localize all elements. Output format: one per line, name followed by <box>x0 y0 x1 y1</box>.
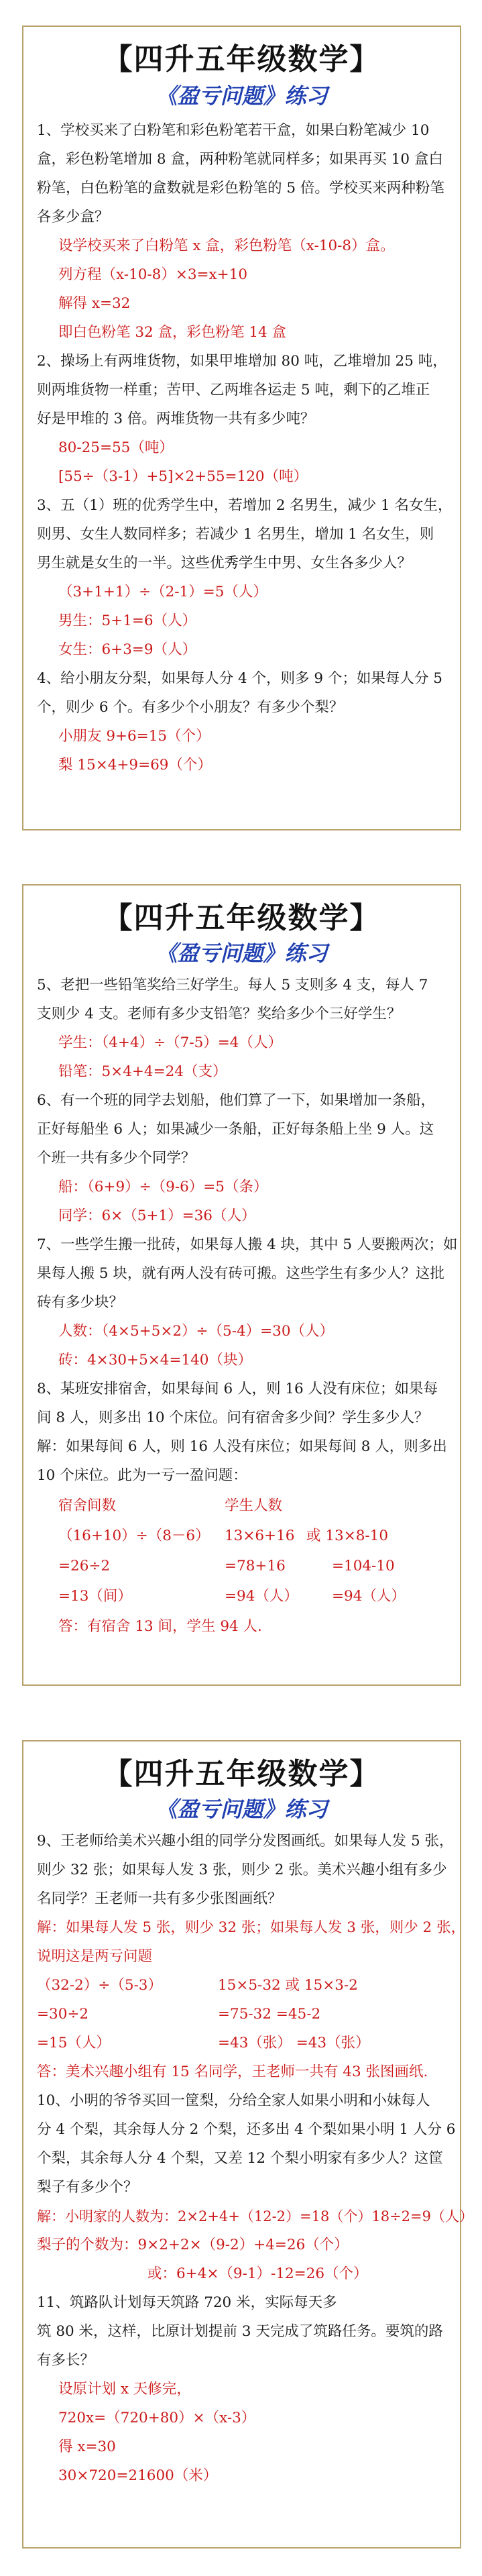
question-line: 男生就是女生的一半。这些优秀学生中男、女生各多少人？ <box>37 555 412 572</box>
question-line: 10 个床位。此为一亏一盈问题： <box>37 1467 247 1484</box>
question-line: 个，则少 6 个。有多少个小朋友？有多少个梨？ <box>37 699 344 716</box>
question-line: 果每人搬 5 块，就有两人没有砖可搬。这些学生有多少人？这批 <box>37 1265 444 1282</box>
table-cell: =15（人） <box>37 2035 111 2051</box>
table-cell: =26÷2 <box>58 1558 111 1574</box>
question-line: 4、给小朋友分梨，如果每人分 4 个，则多 9 个；如果每人分 5 <box>37 670 442 687</box>
answer-line: 学生：（4+4）÷（7-5）=4（人） <box>58 1034 282 1051</box>
answer-line: 解：小明家的人数为：2×2+4+（12-2）=18（个）18÷2=9（人） <box>37 2208 473 2224</box>
page-title: 【四升五年级数学】 <box>103 1757 381 1791</box>
answer-line: 船：（6+9）÷（9-6）=5（条） <box>58 1179 268 1195</box>
table-cell: =94（人） <box>332 1588 406 1605</box>
question-line: 分 4 个梨，其余每人分 2 个梨，还多出 4 个梨如果小明 1 人分 6 <box>37 2121 456 2138</box>
answer-line: 设原计划 x 天修完， <box>58 2381 191 2398</box>
question-line: 好是甲堆的 3 倍。两堆货物一共有多少吨？ <box>37 411 315 427</box>
page-subtitle: 《盈亏问题》练习 <box>156 1796 328 1822</box>
answer-line: 设学校买来了白粉笔 x 盒，彩色粉笔（x-10-8）盒。 <box>58 237 395 254</box>
question-line: 则少 32 张；如果每人发 3 张，则少 2 张。美术兴趣小组有多少 <box>37 1862 447 1878</box>
table-cell: 15×5-32 或 15×3-2 <box>218 1977 358 1994</box>
question-line: 有多长？ <box>37 2352 95 2369</box>
question-line: 筑 80 米，这样，比原计划提前 3 天完成了筑路任务。要筑的路 <box>37 2323 443 2340</box>
table-cell: 或 13×8-10 <box>306 1527 389 1544</box>
question-line: 7、一些学生搬一批砖，如果每人搬 4 块，其中 5 人要搬两次；如 <box>37 1236 458 1253</box>
answer-line: 列方程（x-10-8）×3=x+10 <box>58 266 248 283</box>
question-line: 5、老把一些铅笔奖给三好学生。每人 5 支则多 4 支，每人 7 <box>37 977 428 994</box>
answer-line: 女生：6+3=9（人） <box>58 641 197 658</box>
answer-line: 男生：5+1=6（人） <box>58 612 197 629</box>
answer-line: 梨 15×4+9=69（个） <box>58 757 212 773</box>
table-cell: =94（人） <box>225 1588 298 1605</box>
table-cell: =43（张） =43（张） <box>218 2035 370 2051</box>
question-line: 各多少盒？ <box>37 209 109 225</box>
question-line: 解：如果每间 6 人，则 16 人没有床位；如果每间 8 人，则多出 <box>37 1438 447 1455</box>
table-cell: =104-10 <box>332 1558 395 1574</box>
question-line: 梨子有多少个？ <box>37 2179 138 2196</box>
question-line: 盒，彩色粉笔增加 8 盒，两种粉笔就同样多；如果再买 10 盒白 <box>37 151 443 168</box>
question-line: 正好每船坐 6 人；如果减少一条船，正好每条船上坐 9 人。这 <box>37 1121 434 1138</box>
question-line: 砖有多少块？ <box>37 1294 124 1311</box>
page-title: 【四升五年级数学】 <box>103 42 381 76</box>
table-cell: =30÷2 <box>37 2006 89 2023</box>
answer-line: 小朋友 9+6=15（个） <box>58 728 210 745</box>
question-line: 则男、女生人数同样多；若减少 1 名男生，增加 1 名女生，则 <box>37 526 434 543</box>
question-line: 10、小明的爷爷买回一筐梨，分给全家人如果小明和小妹每人 <box>37 2092 430 2109</box>
answer-line: 说明这是两亏问题 <box>37 1948 153 1965</box>
worksheet-page-3 <box>22 1740 473 2548</box>
page-subtitle: 《盈亏问题》练习 <box>156 941 328 966</box>
table-cell: =13（间） <box>58 1588 132 1605</box>
page-title: 【四升五年级数学】 <box>103 901 381 935</box>
question-line: 支则少 4 支。老师有多少支铅笔？奖给多少个三好学生？ <box>37 1006 402 1022</box>
answer-line: 解：如果每人发 5 张，则少 32 张；如果每人发 3 张，则少 2 张， <box>37 1919 466 1936</box>
question-line: 粉笔，白色粉笔的盒数就是彩色粉笔的 5 倍。学校买来两种粉笔 <box>37 180 444 197</box>
question-line: 2、操场上有两堆货物，如果甲堆增加 80 吨，乙堆增加 25 吨， <box>37 353 447 370</box>
answer-line: [55÷（3-1）+5]×2+55=120（吨） <box>58 468 308 485</box>
question-line: 间 8 人，则多出 10 个床位。问有宿舍多少间？学生多少人？ <box>37 1409 429 1426</box>
answer-line: 砖：4×30+5×4=140（块） <box>58 1352 252 1368</box>
answer-line: 或：6+4×（9-1）-12=26（个） <box>147 2265 368 2282</box>
answer-line: （3+1+1）÷（2-1）=5（人） <box>58 584 267 600</box>
question-line: 9、王老师给美术兴趣小组的同学分发图画纸。如果每人发 5 张， <box>37 1833 454 1849</box>
question-line: 8、某班安排宿舍，如果每间 6 人，则 16 人没有床位；如果每 <box>37 1381 438 1397</box>
question-line: 名同学？王老师一共有多少张图画纸？ <box>37 1890 282 1907</box>
answer-line: 答：美术兴趣小组有 15 名同学，王老师一共有 43 张图画纸. <box>37 2063 428 2080</box>
table-cell: =78+16 <box>225 1558 286 1574</box>
question-line: 个班一共有多少个同学？ <box>37 1150 196 1167</box>
page-subtitle: 《盈亏问题》练习 <box>156 83 328 109</box>
question-line: 11、筑路队计划每天筑路 720 米，实际每天多 <box>37 2294 337 2311</box>
table-cell: 学生人数 <box>225 1497 283 1514</box>
question-line: 1、学校买来了白粉笔和彩色粉笔若干盒，如果白粉笔减少 10 <box>37 122 430 139</box>
answer-line: 30×720=21600（米） <box>58 2467 218 2484</box>
answer-line: 720x=（720+80）×（x-3） <box>58 2410 256 2426</box>
answer-line: 得 x=30 <box>58 2438 116 2455</box>
worksheet-page-2 <box>22 884 461 1686</box>
worksheet-page-1 <box>22 25 461 830</box>
table-cell: （32-2）÷（5-3） <box>37 1977 162 1994</box>
answer-line: 即白色粉笔 32 盒，彩色粉笔 14 盒 <box>58 324 287 341</box>
question-line: 个梨，其余每人分 4 个梨，又差 12 个梨小明家有多少人？这筐 <box>37 2150 443 2167</box>
answer-line: 人数：（4×5+5×2）÷（5-4）=30（人） <box>58 1323 335 1340</box>
answer-line: 同学：6×（5+1）=36（人） <box>58 1208 256 1224</box>
table-cell: （16+10）÷（8－6） <box>58 1527 210 1544</box>
table-cell: 13×6+16 <box>225 1527 295 1544</box>
answer-line: 答：有宿舍 13 间，学生 94 人. <box>58 1618 262 1635</box>
answer-line: 80-25=55（吨） <box>58 439 174 456</box>
answer-line: 解得 x=32 <box>58 295 131 312</box>
answer-line: 铅笔：5×4+4=24（支） <box>58 1063 227 1080</box>
table-cell: 宿舍间数 <box>58 1497 117 1514</box>
answer-line: 梨子的个数为：9×2+2×（9-2）+4=26（个） <box>37 2237 349 2253</box>
question-line: 6、有一个班的同学去划船，他们算了一下，如果增加一条船， <box>37 1092 436 1109</box>
question-line: 则两堆货物一样重；苦甲、乙两堆各运走 5 吨，剩下的乙堆正 <box>37 382 430 398</box>
question-line: 3、五（1）班的优秀学生中，若增加 2 名男生，减少 1 名女生， <box>37 497 453 514</box>
table-cell: =75-32 =45-2 <box>218 2006 321 2023</box>
